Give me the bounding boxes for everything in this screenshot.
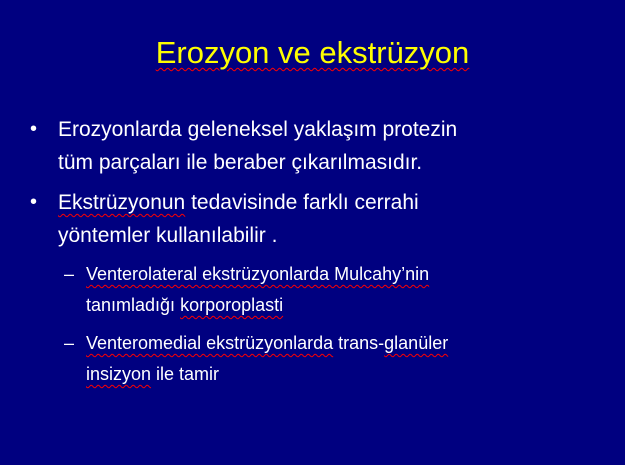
bullet-1-line-2: tüm parçaları ile beraber çıkarılmasıdır. <box>58 151 423 174</box>
subbullet-2-line-1-a: Venteromedial ekstrüzyonlarda <box>86 333 334 353</box>
bullet-2-line-2: yöntemler kullanılabilir . <box>58 224 278 247</box>
bullet-1-line-1: Erozyonlarda geleneksel yaklaşım protezin <box>58 118 458 141</box>
slide-title-text: Erozyon ve ekstrüzyon <box>155 35 470 70</box>
bullet-marker: • <box>30 118 38 140</box>
bullet-2-line-1-rest: tedavisinde farklı cerrahi <box>185 191 419 214</box>
subbullet-1-line-1: Venterolateral ekstrüzyonlarda Mulcahy’nin <box>86 264 430 284</box>
subbullet-2-line-2-rest: ile tamir <box>151 364 220 384</box>
subbullet-2-line-1-c: glanüler <box>384 333 449 353</box>
subbullet-2-line-1-b: trans- <box>333 333 385 353</box>
subbullet-item-2 <box>30 328 610 390</box>
subbullet-2-word: insizyon <box>86 364 152 384</box>
bullet-item-2 <box>30 186 610 252</box>
bullet-marker: • <box>30 191 38 213</box>
dash-marker: – <box>64 264 75 284</box>
subbullet-item-1 <box>30 259 610 321</box>
bullet-2-word: Ekstrüzyonun <box>58 191 186 214</box>
subbullet-1-line-2-pre: tanımladığı <box>86 295 181 315</box>
bullet-list <box>30 113 610 397</box>
subbullet-1-word: korporoplasti <box>180 295 284 315</box>
dash-marker: – <box>64 333 75 353</box>
bullet-item-1 <box>30 113 610 179</box>
slide-title <box>0 33 625 73</box>
